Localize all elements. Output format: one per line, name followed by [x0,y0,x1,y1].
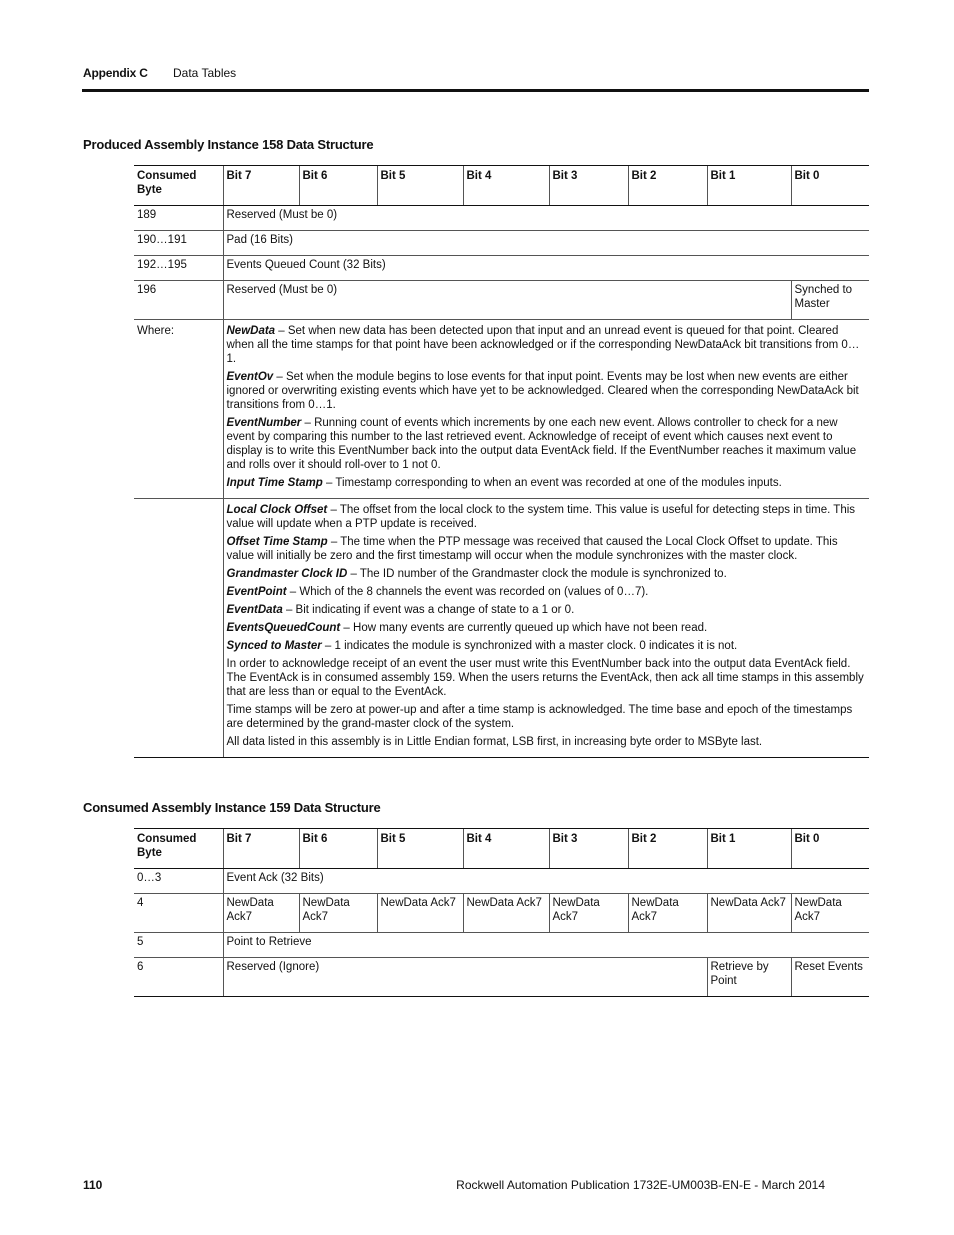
definition-eventnumber: EventNumber – Running count of events which increments by one each new event. Allows controller to check for a new event by comparing this number to the last retrieved event. Acknowledge of receipt of event which causes next event to display is to write this EventNumber back into the output data EventAck field. If the EventNumber reaches it maximum value and rolls over it should roll-over to 1 not 0. [226,417,857,471]
produced-title: Produced Assembly Instance 158 Data Structure [83,137,374,152]
col-bit0: Bit 0 [791,829,869,869]
col-bit2: Bit 2 [628,166,707,206]
bit5-cell: NewData Ack7 [377,894,463,933]
notes-row [134,499,869,758]
col-bit1: Bit 1 [707,829,791,869]
col-bit3: Bit 3 [549,166,628,206]
col-bit0: Bit 0 [791,166,869,206]
more-definitions [223,499,869,758]
value-cell: Reserved (Must be 0) [223,281,791,320]
bit6-cell: NewData Ack7 [299,894,377,933]
col-bit7: Bit 7 [223,829,299,869]
byte-cell: 5 [134,933,223,958]
bit2-cell: NewData Ack7 [628,894,707,933]
produced-table [134,165,869,758]
definition-eventov: EventOv – Set when the module begins to lose events for that input point. Events may be lost when new events are either ignored or overwriting existing events which have yet to be acknowledged. Cleared when the corresponding NewDataAck bit transitions from 0…1. [226,371,859,411]
definition-local-clock-offset: Local Clock Offset – The offset from the local clock to the system time. This value is useful for detecting steps in time. This value will update when a PTP update is received. [226,504,856,530]
table-row [134,933,869,958]
value-cell: Pad (16 Bits) [223,231,869,256]
bit4-cell: NewData Ack7 [463,894,549,933]
col-bit2: Bit 2 [628,829,707,869]
section-label: Data Tables [173,66,237,80]
definition-eventsqueuedcount: EventsQueuedCount – How many events are currently queued up which have not been read. [226,622,708,634]
definition-eventpoint: EventPoint – Which of the 8 channels the event was recorded on (values of 0…7). [226,586,649,598]
note-time-stamps: Time stamps will be zero at power-up and after a time stamp is acknowledged. The time base and epoch of the timestamps are determined by the grand-master clock of the system. [226,704,853,730]
col-bit5: Bit 5 [377,829,463,869]
table-row [134,256,869,281]
definition-offset-time-stamp: Offset Time Stamp – The time when the PTP message was received that caused the Local Clock Offset to update. This value will initially be zero and the first timestamp will occur when the module synchronizes with the master clock. [226,536,838,562]
col-bit4: Bit 4 [463,829,549,869]
value-cell: Reserved (Must be 0) [223,206,869,231]
bit1-cell: Retrieve by Point [707,958,791,997]
consumed-table [134,828,869,997]
appendix-label: Appendix C [83,66,148,80]
definition-synced-to-master: Synced to Master – 1 indicates the module is synchronized with a master clock. 0 indicates it is not. [226,640,738,652]
bit0-cell: NewData Ack7 [791,894,869,933]
note-acknowledge: In order to acknowledge receipt of an event the user must write this EventNumber back into the output data EventAck field. The EventAck is in consumed assembly 159. When the users returns the EventAck, then ack all time stamps in this assembly that are less than or equal to the EventAck. [226,658,864,698]
bit7-cell: NewData Ack7 [223,894,299,933]
publication-info: Rockwell Automation Publication 1732E-UM003B-EN-E - March 2014 [456,1178,825,1192]
value-cell: Point to Retrieve [223,933,869,958]
col-bit1: Bit 1 [707,166,791,206]
header-rule [82,89,869,92]
table-row [134,281,869,320]
table-row [134,231,869,256]
col-bit5: Bit 5 [377,166,463,206]
where-row [134,320,869,499]
consumed-header-row [134,829,869,869]
table-row [134,869,869,894]
page-number: 110 [83,1178,103,1192]
col-bit6: Bit 6 [299,829,377,869]
byte-cell: 192…195 [134,256,223,281]
table-row [134,894,869,933]
value-cell: Events Queued Count (32 Bits) [223,256,869,281]
col-bit6: Bit 6 [299,166,377,206]
byte-cell: 0…3 [134,869,223,894]
table-row [134,958,869,997]
bit1-cell: NewData Ack7 [707,894,791,933]
col-consumed-byte: Consumed Byte [134,829,223,869]
definition-input-time-stamp: Input Time Stamp – Timestamp corresponding to when an event was recorded at one of the modules inputs. [226,477,782,489]
byte-cell: 189 [134,206,223,231]
definition-grandmaster-clock-id: Grandmaster Clock ID – The ID number of the Grandmaster clock the module is synchronized to. [226,568,727,580]
byte-cell: 4 [134,894,223,933]
value-cell: Reserved (Ignore) [223,958,707,997]
notes-empty-cell [134,499,223,758]
produced-header-row [134,166,869,206]
col-consumed-byte: Consumed Byte [134,166,223,206]
bit0-cell: Synched to Master [791,281,869,320]
definition-eventdata: EventData – Bit indicating if event was a change of state to a 1 or 0. [226,604,575,616]
table-row [134,206,869,231]
col-bit3: Bit 3 [549,829,628,869]
consumed-title: Consumed Assembly Instance 159 Data Structure [83,800,381,815]
value-cell: Event Ack (32 Bits) [223,869,869,894]
note-endian: All data listed in this assembly is in Little Endian format, LSB first, in increasing byte order to MSByte last. [226,736,763,748]
bit3-cell: NewData Ack7 [549,894,628,933]
byte-cell: 196 [134,281,223,320]
col-bit7: Bit 7 [223,166,299,206]
where-label: Where: [134,320,223,499]
byte-cell: 6 [134,958,223,997]
bit0-cell: Reset Events [791,958,869,997]
col-bit4: Bit 4 [463,166,549,206]
definition-newdata: NewData – Set when new data has been detected upon that input and an unread event is queued for that point. Cleared when all the time stamps for that point have been acknowledged or if the corresponding NewDataAck bit transitions from 0…1. [226,325,860,365]
byte-cell: 190…191 [134,231,223,256]
where-definitions [223,320,869,499]
